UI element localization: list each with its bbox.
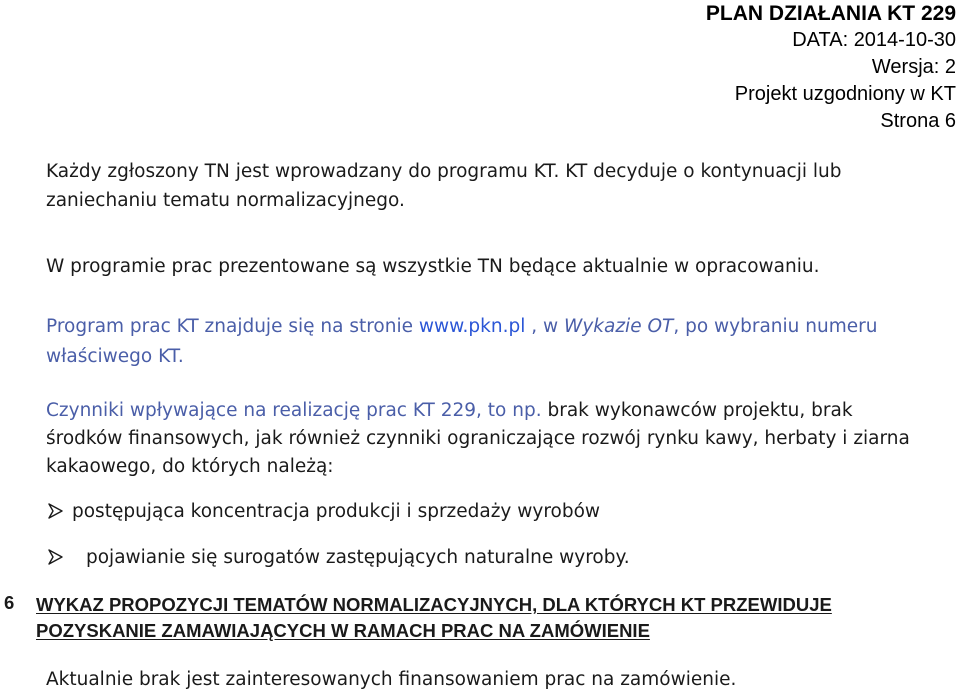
- factors-text: brak wykonawców projektu, brak środków finansowych, jak również czynniki ograniczające rozwój rynku kawy, herbaty i ziarna kakaowego, do których należą:: [46, 400, 910, 477]
- paragraph-program-location: [46, 312, 906, 372]
- plan-title: PLAN DZIAŁANIA KT 229: [705, 2, 956, 25]
- document-date: DATA: 2014-10-30: [792, 29, 956, 51]
- section-title: WYKAZ PROPOZYCJI TEMATÓW NORMALIZACYJNYCH, DLA KTÓRYCH KT PRZEWIDUJE POZYSKANIE ZAMAWIAJĄCYCH W RAMACH PRAC NA ZAMÓWIENIE: [36, 594, 832, 641]
- paragraph-program-content: W programie prac prezentowane są wszystkie TN będące aktualnie w opracowaniu.: [46, 256, 820, 277]
- program-location-end: , po wybraniu numeru właściwego KT.: [46, 316, 878, 367]
- page-number: Strona 6: [880, 110, 956, 132]
- section-text: Aktualnie brak jest zainteresowanych finansowaniem prac na zamówienie.: [46, 669, 737, 690]
- arrow-bullet-icon: [46, 502, 64, 520]
- section-number: 6: [4, 592, 15, 613]
- factors-intro: Czynniki wpływające na realizację prac KT 229, to np.: [46, 400, 542, 421]
- paragraph-tn-program: Każdy zgłoszony TN jest wprowadzany do programu KT. KT decyduje o kontynuacji lub zaniechaniu tematu normalizacyjnego.: [46, 161, 842, 211]
- bullet-text: pojawianie się surogatów zastępujących naturalne wyroby.: [86, 546, 630, 568]
- bullet-text: postępująca koncentracja produkcji i sprzedaży wyrobów: [72, 500, 601, 522]
- document-header: [706, 0, 956, 135]
- paragraph-factors: [46, 397, 926, 481]
- pkn-link[interactable]: www.pkn.pl: [418, 316, 526, 337]
- document-status: Projekt uzgodniony w KT: [734, 83, 956, 105]
- bullet-item: [46, 497, 600, 525]
- arrow-bullet-icon: [46, 548, 64, 566]
- program-location-text: Program prac KT znajduje się na stronie: [46, 316, 419, 337]
- document-version: Wersja: 2: [871, 56, 956, 78]
- program-location-mid: , w: [525, 316, 565, 337]
- wykaz-ot-text: Wykazie OT: [564, 316, 674, 337]
- bullet-item: [46, 543, 630, 571]
